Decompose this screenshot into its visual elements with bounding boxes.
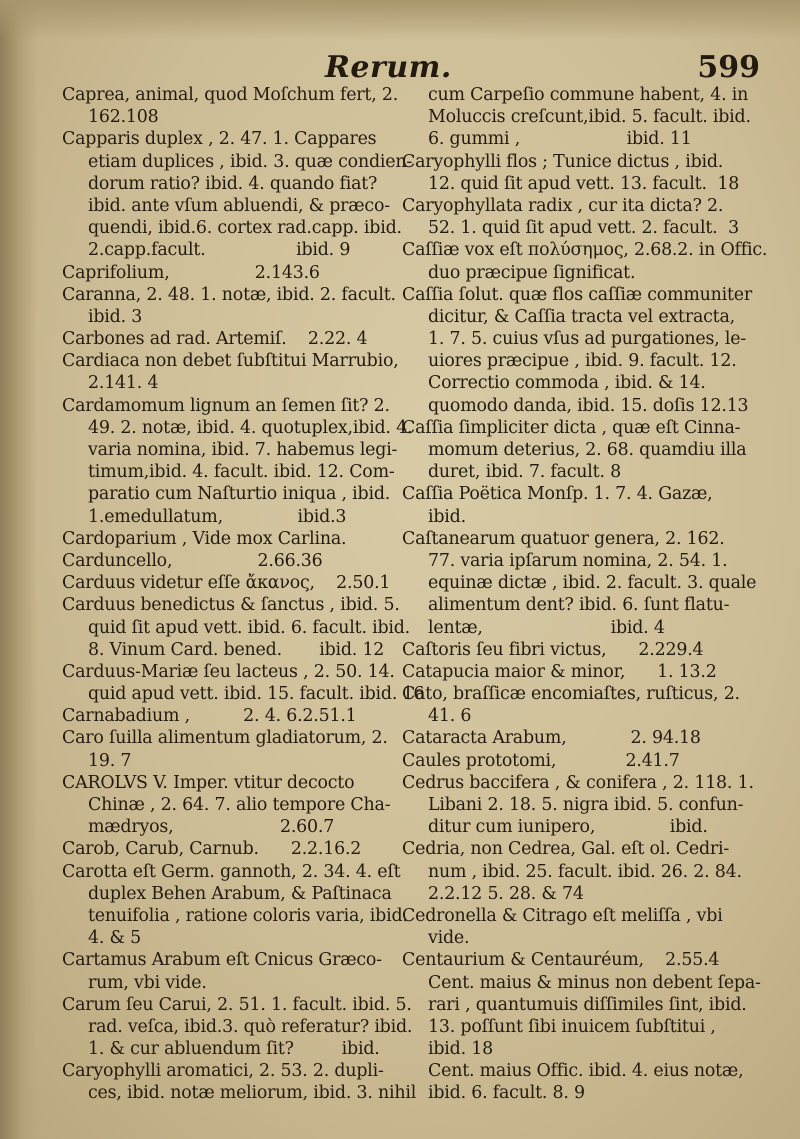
index-continuation-line: 6. gummi , ibid. 11 xyxy=(428,129,692,150)
index-continuation-line: 2.capp.facult. ibid. 9 xyxy=(88,240,351,261)
index-continuation-line: duo præcipue ſignificat. xyxy=(428,262,636,283)
index-continuation-line: ibid. 3 xyxy=(88,306,143,327)
page-shadow-top xyxy=(0,0,800,40)
index-continuation-line: cum Carpeſio commune habent, 4. in xyxy=(428,85,749,105)
index-continuation-line: alimentum dent? ibid. 6. ſunt flatu- xyxy=(428,595,730,616)
index-continuation-line: ces, ibid. notæ meliorum, ibid. 3. nihil xyxy=(88,1083,417,1104)
index-entry-line: Carbones ad rad. Artemiſ. 2.22. 4 xyxy=(62,329,368,350)
index-continuation-line: Cent. maius & minus non debent ſepa- xyxy=(428,972,761,993)
index-entry-line: Cardamomum lignum an ſemen ſit? 2. xyxy=(62,395,390,416)
index-continuation-line: timum,ibid. 4. facult. ibid. 12. Com- xyxy=(88,462,395,483)
index-entry-line: Cardiaca non debet ſubſtitui Marrubio, xyxy=(62,351,399,372)
index-entry-line: Caſſia ſolut. quæ flos caſſiæ communiter xyxy=(402,284,753,305)
page-number: 599 xyxy=(697,50,760,85)
index-continuation-line: 1.emedullatum, ibid.3 xyxy=(88,506,347,527)
index-entry-line: Cartamus Arabum eſt Cnicus Græco- xyxy=(62,950,382,971)
running-title: Rerum. xyxy=(325,50,452,85)
index-continuation-line: etiam duplices , ibid. 3. quæ condien- xyxy=(88,151,413,172)
index-continuation-line: paratio cum Naſturtio iniqua , ibid. xyxy=(88,484,391,505)
index-continuation-line: 12. quid ſit apud vett. 13. facult. 18 xyxy=(428,173,740,194)
index-entry-line: Capparis duplex , 2. 47. 1. Cappares xyxy=(62,129,377,150)
index-continuation-line: momum deterius, 2. 68. quamdiu illa xyxy=(428,440,747,460)
index-entry-line: Carduus-Mariæ ſeu lacteus , 2. 50. 14. xyxy=(62,661,395,682)
index-continuation-line: ditur cum iunipero, ibid. xyxy=(428,817,708,838)
index-continuation-line: quid apud vett. ibid. 15. facult. ibid. 16 xyxy=(88,684,425,705)
index-entry-line: Cedrus baccifera , & conifera , 2. 118. 1. xyxy=(402,772,754,793)
index-entry-line: Caro ſuilla alimentum gladiatorum, 2. xyxy=(62,728,388,749)
index-continuation-line: 19. 7 xyxy=(88,750,132,771)
index-entry-line: Caryophyllata radix , cur ita dicta? 2. xyxy=(402,195,724,216)
index-entry-line: Carduus videtur eſſe ἄκανος, 2.50.1 xyxy=(62,573,391,594)
index-continuation-line: duret, ibid. 7. facult. 8 xyxy=(428,462,621,483)
index-continuation-line: 1. 7. 5. cuius vſus ad purgationes, le- xyxy=(428,329,747,350)
index-continuation-line: dorum ratio? ibid. 4. quando fiat? xyxy=(88,173,378,194)
index-entry-line: Cedronella & Citrago eſt meliſſa , vbi xyxy=(402,905,723,926)
index-entry-line: Carnabadium , 2. 4. 6.2.51.1 xyxy=(62,706,357,727)
index-entry-line: CAROLVS V. Imper. vtitur decocto xyxy=(62,772,355,793)
index-entry-line: Caſtoris ſeu fibri victus, 2.229.4 xyxy=(402,639,704,660)
index-continuation-line: ibid. xyxy=(428,506,466,527)
index-entry-line: Caranna, 2. 48. 1. notæ, ibid. 2. facult. xyxy=(62,284,396,305)
index-entry-line: Caſtanearum quatuor genera, 2. 162. xyxy=(402,528,725,549)
index-entry-line: Centaurium & Centauréum, 2.55.4 xyxy=(402,950,720,971)
index-continuation-line: rum, vbi vide. xyxy=(88,972,207,993)
index-continuation-line: 41. 6 xyxy=(428,706,472,727)
index-continuation-line: 77. varia ipſarum nomina, 2. 54. 1. xyxy=(428,550,728,571)
index-continuation-line: quomodo danda, ibid. 15. doſis 12.13 xyxy=(428,395,749,416)
index-continuation-line: equinæ dictæ , ibid. 2. facult. 3. quale xyxy=(428,573,757,594)
index-continuation-line: 8. Vinum Card. bened. ibid. 12 xyxy=(88,639,385,660)
index-continuation-line: tenuifolia , ratione coloris varia, ibid. xyxy=(88,905,408,926)
index-column-left xyxy=(62,84,425,1105)
index-entry-line: Cardoparium , Vide mox Carlina. xyxy=(62,528,347,549)
index-continuation-line: 162.108 xyxy=(88,107,159,128)
index-entry-line: Caſſia ſimpliciter dicta , quæ eſt Cinna- xyxy=(402,417,741,438)
index-continuation-line: Correctio commoda , ibid. & 14. xyxy=(428,373,706,394)
index-continuation-line: 2.141. 4 xyxy=(88,373,159,394)
index-entry-line: Caryophylli flos ; Tunice dictus , ibid. xyxy=(402,151,724,172)
index-continuation-line: 1. & cur abluendum ſit? ibid. xyxy=(88,1039,380,1060)
index-continuation-line: vide. xyxy=(428,928,470,949)
index-entry-line: Caules prototomi, 2.41.7 xyxy=(402,750,680,771)
index-continuation-line: Libani 2. 18. 5. nigra ibid. 5. confun- xyxy=(428,795,744,815)
index-continuation-line: rari , quantumuis diſſimiles ſint, ibid. xyxy=(428,994,747,1015)
index-continuation-line: Chinæ , 2. 64. 7. alio tempore Cha- xyxy=(88,795,391,815)
index-continuation-line: 13. poſſunt ſibi inuicem ſubſtitui , xyxy=(428,1016,716,1037)
index-entry-line: Caprifolium, 2.143.6 xyxy=(62,262,320,283)
index-entry-line: Carotta eſt Germ. gannoth, 2. 34. 4. eſt xyxy=(62,861,401,882)
index-continuation-line: quid ſit apud vett. ibid. 6. facult. ibid. xyxy=(88,617,411,638)
index-continuation-line: 2.2.12 5. 28. & 74 xyxy=(428,883,584,904)
index-entry-line: Cedria, non Cedrea, Gal. eſt ol. Cedri- xyxy=(402,839,730,860)
page-shadow-left xyxy=(0,0,38,1139)
index-continuation-line: 4. & 5 xyxy=(88,928,141,949)
index-continuation-line: 49. 2. notæ, ibid. 4. quotuplex,ibid. 4. xyxy=(88,417,413,438)
index-continuation-line: Moluccis creſcunt,ibid. 5. facult. ibid. xyxy=(428,107,751,128)
index-entry-line: Carduncello, 2.66.36 xyxy=(62,550,323,571)
index-entry-line: Carob, Carub, Carnub. 2.2.16.2 xyxy=(62,839,362,860)
index-continuation-line: quendi, ibid.6. cortex rad.capp. ibid. xyxy=(88,218,402,239)
index-continuation-line: Cent. maius Offic. ibid. 4. eius notæ, xyxy=(428,1061,744,1082)
index-continuation-line: dicitur, & Caſſia tracta vel extracta, xyxy=(428,306,735,327)
index-continuation-line: rad. veſca, ibid.3. quò referatur? ibid. xyxy=(88,1016,413,1037)
index-entry-line: Caſſia Poëtica Monſp. 1. 7. 4. Gazæ, xyxy=(402,484,713,505)
index-continuation-line: ibid. 6. facult. 8. 9 xyxy=(428,1083,585,1104)
index-continuation-line: varia nomina, ibid. 7. habemus legi- xyxy=(88,440,398,460)
index-entry-line: Carduus benedictus & ſanctus , ibid. 5. xyxy=(62,595,400,616)
index-entry-line: Caprea, animal, quod Moſchum fert, 2. xyxy=(62,85,399,105)
index-entry-line: Caſſiæ vox eſt πολύσημος, 2.68.2. in Offic. xyxy=(402,240,768,261)
index-continuation-line: ibid. 18 xyxy=(428,1039,493,1060)
index-continuation-line: 52. 1. quid ſit apud vett. 2. facult. 3 xyxy=(428,218,739,239)
index-entry-line: Catapucia maior & minor, 1. 13.2 xyxy=(402,661,717,682)
index-continuation-line: duplex Behen Arabum, & Paſtinaca xyxy=(88,883,392,904)
index-entry-line: Carum ſeu Carui, 2. 51. 1. facult. ibid. 5. xyxy=(62,994,412,1015)
index-continuation-line: num , ibid. 25. facult. ibid. 26. 2. 84. xyxy=(428,861,742,882)
index-continuation-line: uiores præcipue , ibid. 9. facult. 12. xyxy=(428,351,737,372)
index-continuation-line: mædryos, 2.60.7 xyxy=(88,817,335,838)
index-continuation-line: lentæ, ibid. 4 xyxy=(428,617,665,638)
index-continuation-line: ibid. ante vſum abluendi, & præco- xyxy=(88,195,390,216)
index-entry-line: Caryophylli aromatici, 2. 53. 2. dupli- xyxy=(62,1061,384,1082)
index-entry-line: Cataracta Arabum, 2. 94.18 xyxy=(402,728,701,749)
index-entry-line: Cato, braſſicæ encomiaſtes, ruſticus, 2. xyxy=(402,684,740,705)
index-column-right xyxy=(402,84,768,1105)
